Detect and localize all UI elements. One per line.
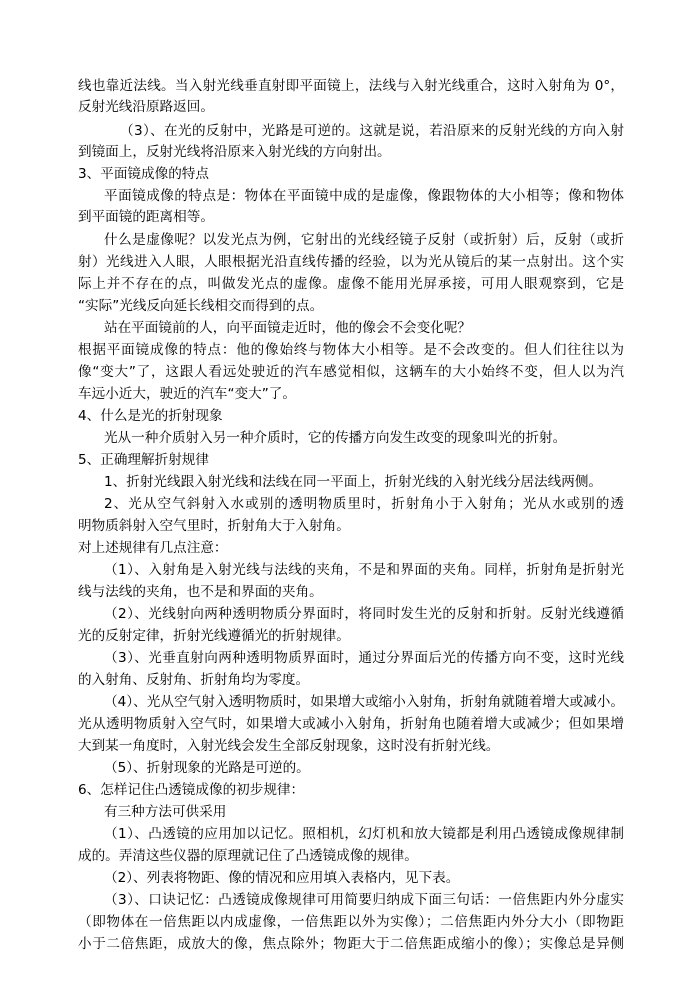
- text-line: （1）、入射角是入射光线与法线的夹角，不是和界面的夹角。同样，折射角是折射光: [104, 562, 624, 578]
- text-line: 光从透明物质射入空气时，如果增大或减小入射角，折射角也随着增大或减少；但如果增: [78, 716, 624, 732]
- text-line: （3）、光垂直射向两种透明物质界面时，通过分界面后光的传播方向不变，这时光线: [104, 650, 624, 666]
- text-line: 车远小近大，驶近的汽车“变大”了。: [78, 386, 296, 402]
- section-heading: 5、正确理解折射规律: [78, 452, 209, 468]
- text-line: 到平面镜的距离相等。: [78, 209, 214, 225]
- section-heading: 4、什么是光的折射现象: [78, 408, 223, 424]
- text-line: 到镜面上，反射光线将沿原来入射光线的方向射出。: [78, 144, 391, 160]
- section-heading: 6、怎样记住凸透镜成像的初步规律：: [78, 782, 305, 798]
- text-line: （3）、在光的反射中，光路是可逆的。这就是说，若沿原来的反射光线的方向入射: [120, 123, 624, 139]
- text-line: 1、折射光线跟入射光线和法线在同一平面上，折射光线的入射光线分居法线两侧。: [104, 474, 603, 490]
- text-line: 反射光线沿原路返回。: [78, 99, 214, 115]
- text-line: 小于二倍焦距，成放大的像，焦点除外；物距大于二倍焦距成缩小的像）；实像总是异侧: [78, 936, 624, 952]
- text-line: 根据平面镜成像的特点：他的像始终与物体大小相等。是不会改变的。但人们往往以为: [78, 342, 624, 358]
- text-line: 像“变大”了，这跟人看远处驶近的汽车感觉相似，这辆车的大小始终不变，但人以为汽: [78, 364, 624, 380]
- text-line: 际上并不存在的点，叫做发光点的虚像。虚像不能用光屏承接，可用人眼观察到，它是: [78, 276, 624, 292]
- text-line: 线也靠近法线。当入射光线垂直射即平面镜上，法线与入射光线重合，这时入射角为 0°，: [78, 78, 624, 94]
- section-heading: 3、平面镜成像的特点: [78, 166, 209, 182]
- text-line: 平面镜成像的特点是：物体在平面镜中成的是虚像，像跟物体的大小相等；像和物体: [104, 188, 624, 204]
- text-line: （即物体在一倍焦距以内成虚像，一倍焦距以外为实像）；二倍焦距内外分大小（即物距: [78, 914, 624, 930]
- text-line: 的入射角、反射角、折射角均为零度。: [78, 672, 310, 688]
- text-line: 明物质斜射入空气里时，折射角大于入射角。: [78, 518, 350, 534]
- text-line: 线与法线的夹角，也不是和界面的夹角。: [78, 584, 323, 600]
- text-line: 成的。弄清这些仪器的原理就记住了凸透镜成像的规律。: [78, 848, 418, 864]
- text-line: 站在平面镜前的人，向平面镜走近时，他的像会不会变化呢？: [104, 320, 472, 336]
- text-line: （3）、口诀记忆：凸透镜成像规律可用简要归纳成下面三句话：一倍焦距内外分虚实: [104, 892, 624, 908]
- text-line: 大到某一角度时，入射光线会发生全部反射现象，这时没有折射光线。: [78, 738, 500, 754]
- text-line: 什么是虚像呢？以发光点为例，它射出的光线经镜子反射（或折射）后，反射（或折: [104, 232, 624, 248]
- text-line: （4）、光从空气射入透明物质时，如果增大或缩小入射角，折射角就随着增大或减小。: [104, 694, 624, 710]
- text-line: “实际”光线反向延长线相交而得到的点。: [78, 298, 324, 314]
- text-line: 光从一种介质射入另一种介质时，它的传播方向发生改变的现象叫光的折射。: [104, 430, 567, 446]
- text-line: 光的反射定律，折射光线遵循光的折射规律。: [78, 628, 350, 644]
- text-line: （5）、折射现象的光路是可逆的。: [104, 760, 310, 776]
- text-line: 2、光从空气斜射入水或别的透明物质里时，折射角小于入射角；光从水或别的透: [104, 496, 624, 512]
- text-line: （1）、凸透镜的应用加以记忆。照相机，幻灯机和放大镜都是利用凸透镜成像规律制: [104, 826, 624, 842]
- text-line: （2）、列表将物距、像的情况和应用填入表格内，见下表。: [104, 870, 460, 886]
- text-line: 射）光线进入人眼，人眼根据光沿直线传播的经验，以为光从镜后的某一点射出。这个实: [78, 254, 624, 270]
- text-line: 对上述规律有几点注意：: [78, 540, 228, 556]
- text-line: 有三种方法可供采用: [104, 804, 227, 820]
- text-line: （2）、光线射向两种透明物质分界面时，将同时发生光的反射和折射。反射光线遵循: [104, 606, 624, 622]
